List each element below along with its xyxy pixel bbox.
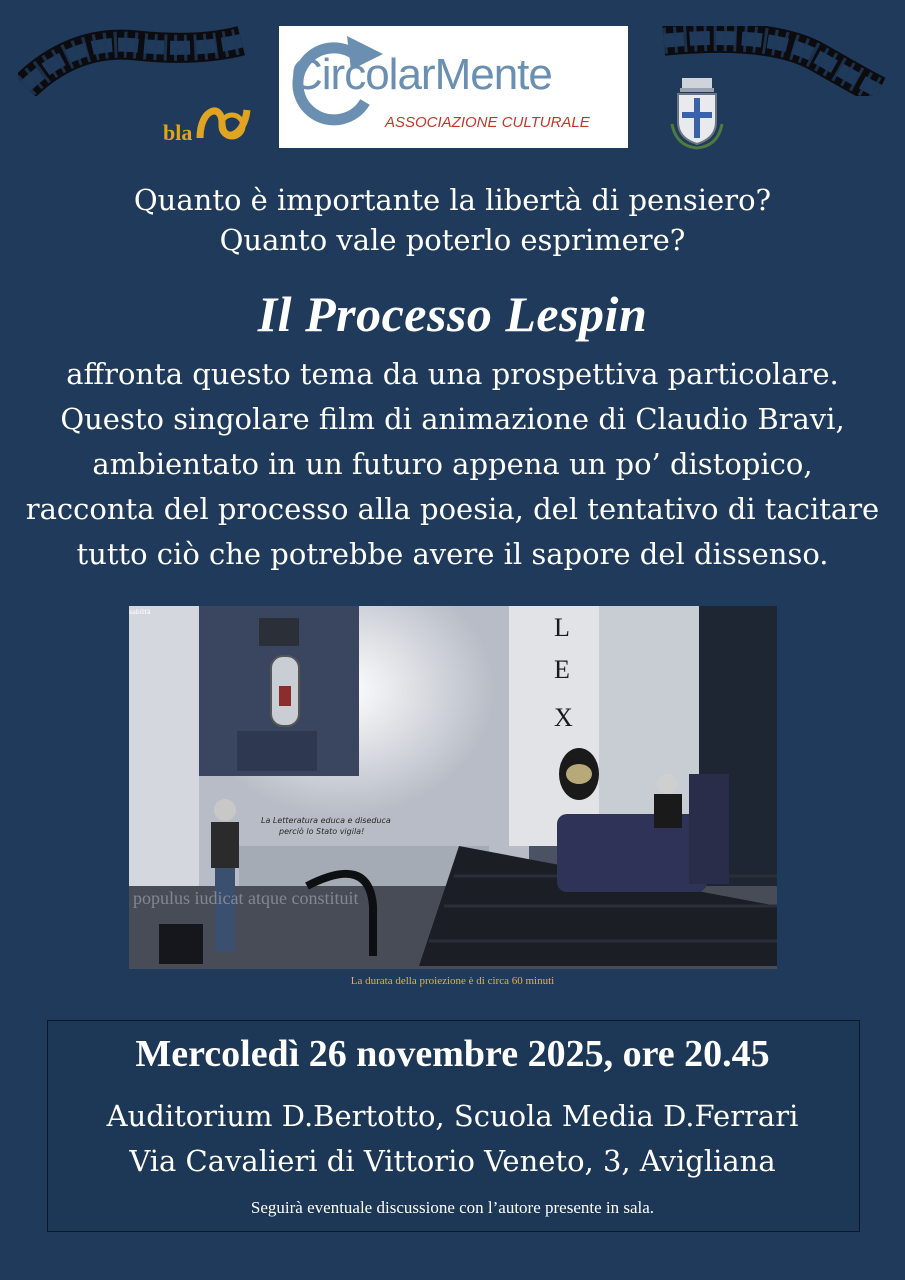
question-1: Quanto è importante la libertà di pensiero?	[133, 183, 772, 217]
event-date: Mercoledì 26 novembre 2025, ore 20.45	[135, 1033, 770, 1075]
lex-letter-x: X	[554, 703, 573, 732]
logo-main-text: CircolarMente	[291, 50, 552, 99]
board-line-1: La Letteratura educa e diseduca	[261, 816, 391, 825]
intro-line-3: ambientato in un futuro appena un po’ distopico,	[92, 447, 813, 481]
intro-line-1: affronta questo tema da una prospettiva particolare.	[66, 357, 839, 391]
film-strip-left-icon	[18, 26, 248, 96]
question-2: Quanto vale poterlo esprimere?	[219, 223, 686, 257]
intro-line-2: Questo singolare film di animazione di Claudio Bravi,	[60, 402, 845, 436]
intro-text	[0, 352, 905, 577]
venue-line-2: Via Cavalieri di Vittorio Veneto, 3, Avigliana	[129, 1144, 776, 1178]
duration-caption: La durata della proiezione è di circa 60 minuti	[350, 975, 555, 987]
intro-line-5: tutto ciò che potrebbe avere il sapore del dissenso.	[76, 537, 829, 571]
bla-logo-text: bla	[163, 120, 193, 145]
circolarmente-logo	[279, 26, 628, 148]
town-crest-icon	[668, 74, 726, 150]
logo-subtitle: ASSOCIAZIONE CULTURALE	[385, 114, 590, 131]
lex-letter-e: E	[554, 655, 570, 684]
corner-text: sabilità	[129, 609, 151, 616]
board-line-2: perciò lo Stato vigila!	[279, 827, 365, 836]
event-note: Seguirà eventuale discussione con l’autore presente in sala.	[250, 1198, 655, 1217]
floor-text: populus iudicat atque constituit	[133, 888, 359, 908]
bla-film-reel-icon	[192, 98, 252, 148]
film-still-image	[129, 606, 777, 969]
intro-line-4: racconta del processo alla poesia, del tentativo di tacitare	[25, 492, 880, 526]
film-title: Il Processo Lespin	[257, 286, 648, 342]
venue-line-1: Auditorium D.Bertotto, Scuola Media D.Ferrari	[106, 1099, 799, 1133]
lex-letter-l: L	[554, 613, 570, 642]
courtroom-scene	[129, 606, 777, 969]
event-venue	[0, 1094, 905, 1184]
